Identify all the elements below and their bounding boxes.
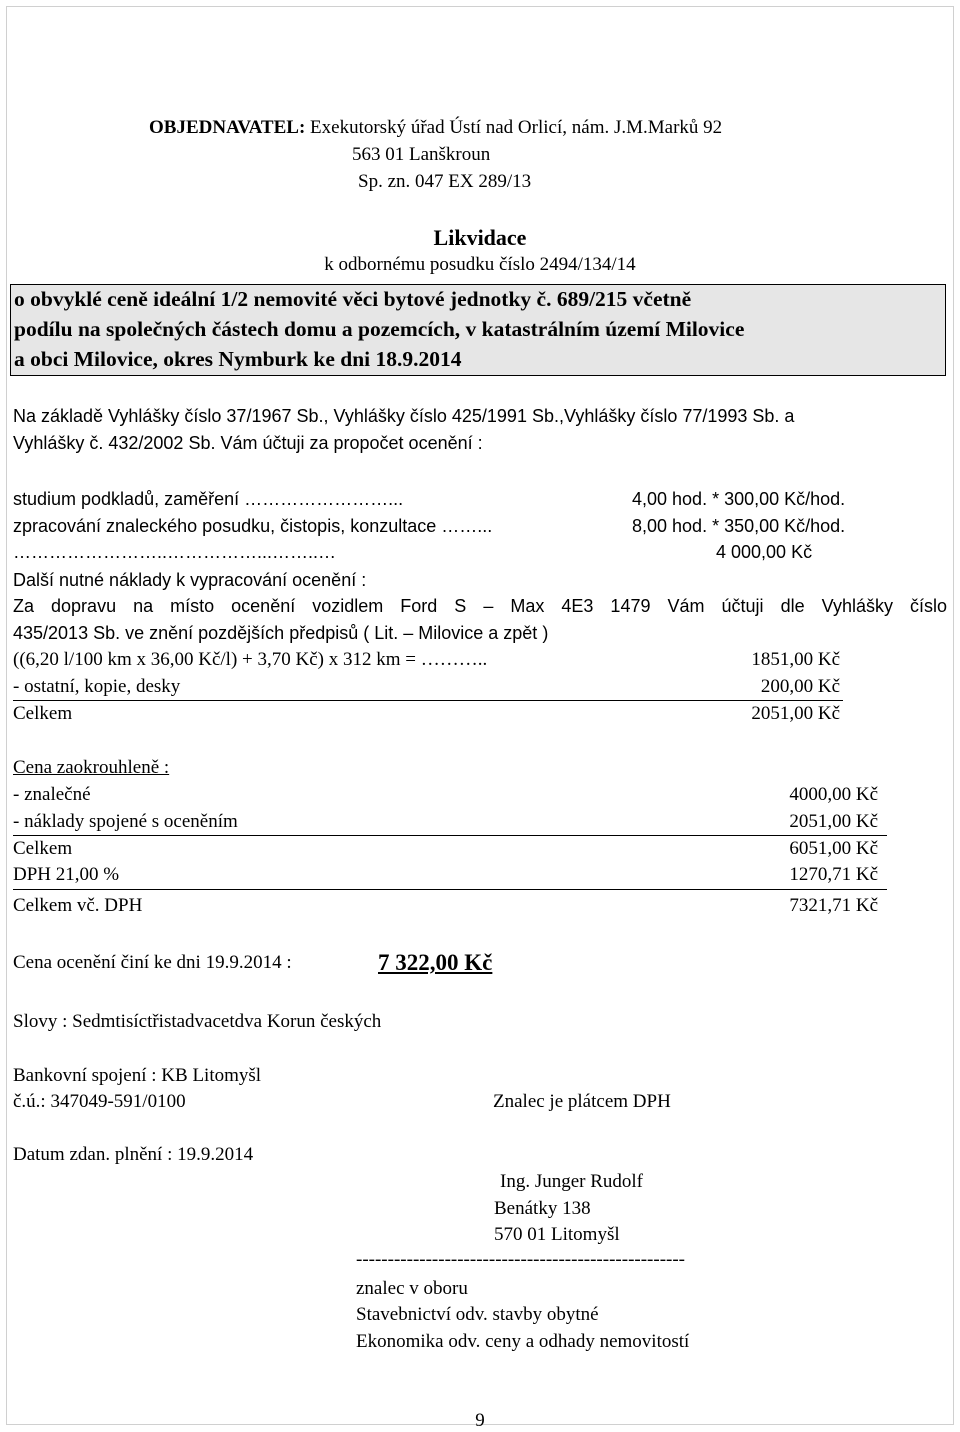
final-price-value: 7 322,00 Kč <box>378 950 493 975</box>
costs-total-label: Celkem <box>13 703 73 724</box>
work-total: 4 000,00 Kč <box>716 542 813 562</box>
costs-calc: ((6,20 l/100 km x 36,00 Kč/l) + 3,70 Kč) x 312 km = ……….. <box>13 649 488 670</box>
costs-line-1: Za dopravu na místo ocenění vozidlem Ford S – Max 4E3 1479 Vám účtuji dle Vyhlášky číslo <box>13 597 947 616</box>
page-number: 9 <box>475 1410 485 1431</box>
costs-heading: Další nutné náklady k vypracování ocenění : <box>13 570 367 590</box>
work-row-1-label: studium podkladů, zaměření ……………………... <box>13 489 404 509</box>
orderer-office: Exekutorský úřad Ústí nad Orlicí, nám. J.M.Marků 92 <box>305 117 723 138</box>
expert-field-2: Ekonomika odv. ceny a odhady nemovitostí <box>356 1331 690 1352</box>
expert-name: Ing. Junger Rudolf <box>500 1171 644 1192</box>
costs-other-label: - ostatní, kopie, desky <box>13 676 181 697</box>
expert-city: 570 01 Litomyšl <box>494 1224 620 1245</box>
taxable-date: Datum zdan. plnění : 19.9.2014 <box>13 1144 254 1165</box>
work-row-1-hours: 4,00 hod. * 300,00 Kč/hod. <box>632 489 846 509</box>
summary-underline-1 <box>13 835 887 836</box>
orderer-label: OBJEDNAVATEL: <box>149 117 306 138</box>
subject-box <box>10 284 946 376</box>
bank-connection: Bankovní spojení : KB Litomyšl <box>13 1065 262 1086</box>
summary-heading: Cena zaokrouhleně : <box>13 757 170 778</box>
subject-line-1: o obvyklé ceně ideální 1/2 nemovité věci bytové jednotky č. 689/215 včetně <box>14 287 692 311</box>
costs-total-value: 2051,00 Kč <box>751 703 840 724</box>
intro-line-1: Na základě Vyhlášky číslo 37/1967 Sb., Vyhlášky číslo 425/1991 Sb.,Vyhlášky číslo 77/1993 Sb. a <box>13 406 795 426</box>
orderer-city: 563 01 Lanškroun <box>352 144 491 165</box>
summary-fee-label: - znalečné <box>13 784 91 805</box>
summary-vat-value: 1270,71 Kč <box>789 864 878 885</box>
summary-vat-label: DPH 21,00 % <box>13 864 120 885</box>
intro-line-2: Vyhlášky č. 432/2002 Sb. Vám účtuji za propočet ocenění : <box>13 433 483 453</box>
summary-costs-value: 2051,00 Kč <box>789 811 878 832</box>
summary-costs-label: - náklady spojené s oceněním <box>13 811 238 832</box>
expert-field-label: znalec v oboru <box>356 1278 468 1299</box>
expert-street: Benátky 138 <box>494 1198 591 1219</box>
summary-grand-total-value: 7321,71 Kč <box>789 895 878 916</box>
file-reference: Sp. zn. 047 EX 289/13 <box>358 171 532 192</box>
expert-field-1: Stavebnictví odv. stavby obytné <box>356 1304 599 1325</box>
work-row-2-hours: 8,00 hod. * 350,00 Kč/hod. <box>632 516 846 536</box>
final-price-label: Cena ocenění činí ke dni 19.9.2014 : <box>13 952 292 973</box>
page-title: Likvidace <box>433 225 527 250</box>
vat-payer-note: Znalec je plátcem DPH <box>493 1091 671 1112</box>
costs-line-2: 435/2013 Sb. ve znění pozdějších předpisů ( Lit. – Milovice a zpět ) <box>13 623 549 643</box>
orderer-line <box>149 118 722 139</box>
subject-line-3: a obci Milovice, okres Nymburk ke dni 18.9.2014 <box>14 347 462 371</box>
summary-total-label: Celkem <box>13 838 73 859</box>
price-in-words: Slovy : Sedmtisíctřistadvacetdva Korun českých <box>13 1011 382 1032</box>
signature-separator: ---------------------------------------------------- <box>356 1250 686 1270</box>
bank-account: č.ú.: 347049-591/0100 <box>13 1091 186 1112</box>
summary-underline-2 <box>13 889 887 890</box>
work-row-2-label: zpracování znaleckého posudku, čistopis, konzultace ……... <box>13 516 493 536</box>
work-dots: ……………………..……………...……..… <box>13 543 337 562</box>
costs-underline <box>13 700 843 701</box>
summary-total-value: 6051,00 Kč <box>789 838 878 859</box>
summary-grand-total-label: Celkem vč. DPH <box>13 895 143 916</box>
costs-other-value: 200,00 Kč <box>760 676 840 697</box>
costs-calc-value: 1851,00 Kč <box>751 649 840 670</box>
summary-fee-value: 4000,00 Kč <box>789 784 878 805</box>
subject-line-2: podílu na společných částech domu a pozemcích, v katastrálním území Milovice <box>14 317 745 341</box>
page-subtitle: k odbornému posudku číslo 2494/134/14 <box>324 254 636 275</box>
